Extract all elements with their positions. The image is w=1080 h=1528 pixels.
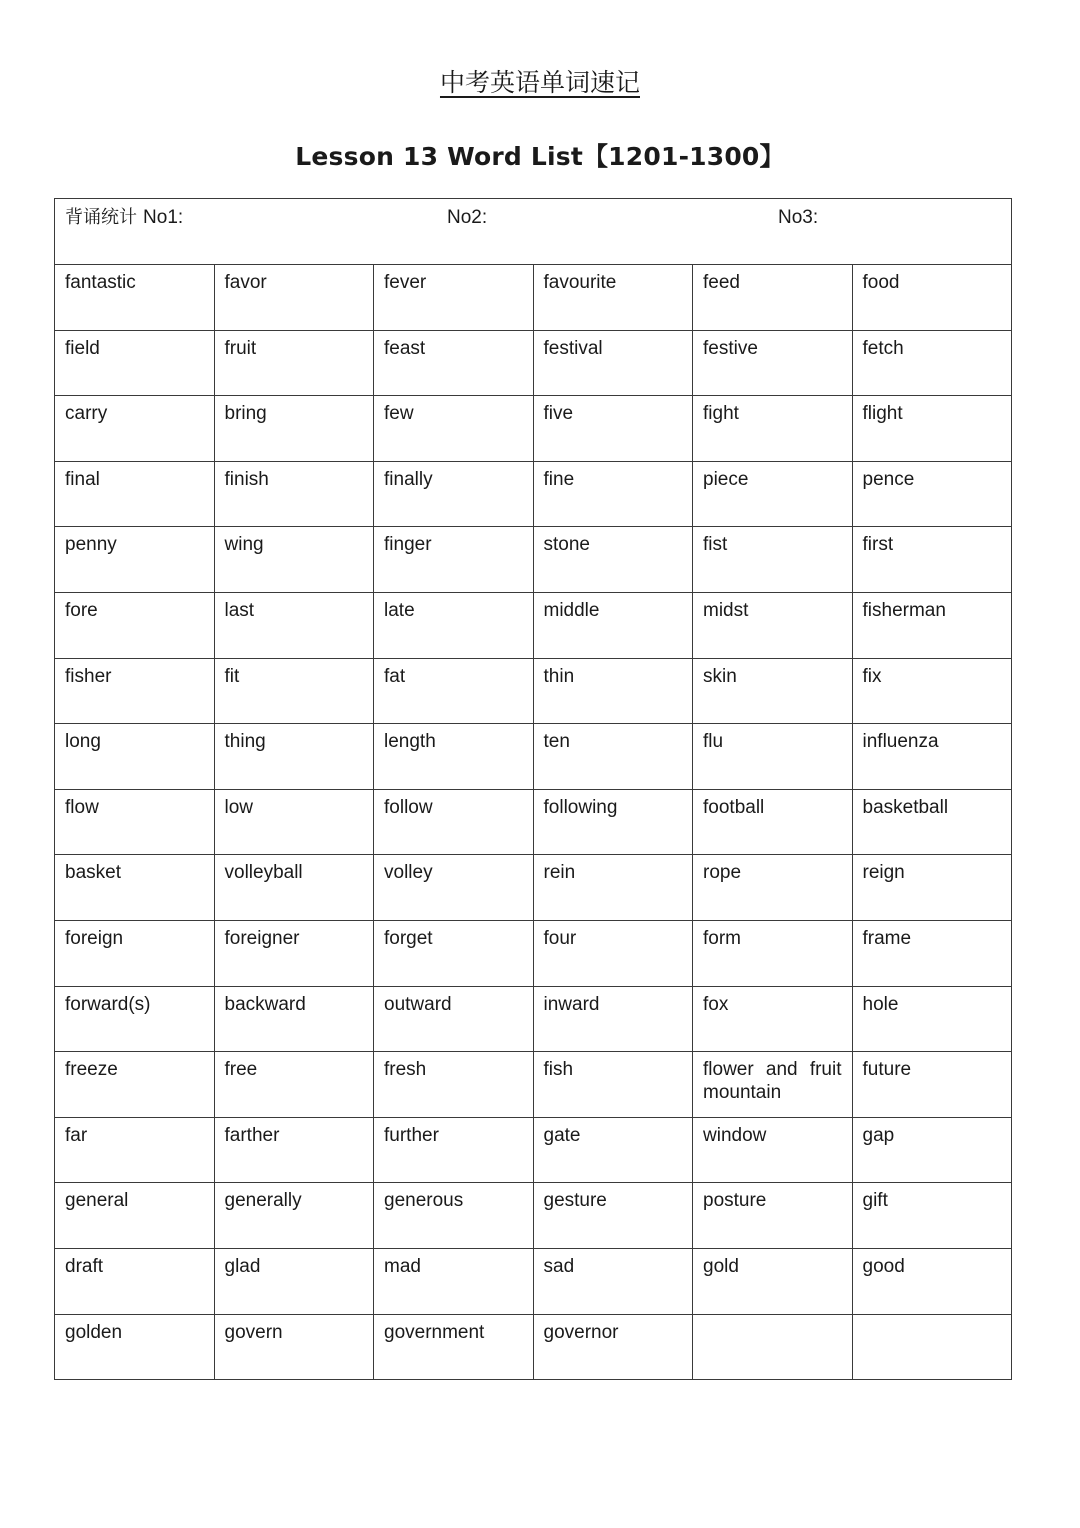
word-cell: volleyball (214, 855, 374, 921)
word-cell: backward (214, 986, 374, 1052)
word-cell: skin (693, 658, 853, 724)
word-cell: fit (214, 658, 374, 724)
word-cell: middle (533, 592, 693, 658)
word-cell: wing (214, 527, 374, 593)
word-row (55, 1314, 1012, 1380)
word-cell: gap (852, 1117, 1012, 1183)
word-cell: draft (55, 1248, 215, 1314)
recitation-count-label-2: No2: (447, 207, 488, 228)
word-row (55, 461, 1012, 527)
word-cell: fist (693, 527, 853, 593)
word-cell: fix (852, 658, 1012, 724)
word-cell: outward (374, 986, 534, 1052)
word-cell: govern (214, 1314, 374, 1380)
word-cell: volley (374, 855, 534, 921)
word-cell: flower and fruit mountain (693, 1052, 853, 1118)
word-cell: forget (374, 920, 534, 986)
word-cell: fantastic (55, 265, 215, 331)
word-cell: far (55, 1117, 215, 1183)
word-cell: free (214, 1052, 374, 1118)
word-cell: festival (533, 330, 693, 396)
word-cell: thin (533, 658, 693, 724)
word-cell: gesture (533, 1183, 693, 1249)
recitation-label-cn: 背诵统计 (65, 207, 137, 228)
word-cell: finish (214, 461, 374, 527)
word-row (55, 527, 1012, 593)
word-cell: farther (214, 1117, 374, 1183)
word-cell: freeze (55, 1052, 215, 1118)
word-row (55, 986, 1012, 1052)
word-cell: festive (693, 330, 853, 396)
word-cell: football (693, 789, 853, 855)
word-cell: finger (374, 527, 534, 593)
word-cell: fisher (55, 658, 215, 724)
word-cell: form (693, 920, 853, 986)
word-cell: gold (693, 1248, 853, 1314)
word-cell: low (214, 789, 374, 855)
word-cell: finally (374, 461, 534, 527)
word-cell: midst (693, 592, 853, 658)
word-cell: following (533, 789, 693, 855)
word-cell: final (55, 461, 215, 527)
word-cell: fat (374, 658, 534, 724)
word-cell: favor (214, 265, 374, 331)
word-cell: glad (214, 1248, 374, 1314)
word-cell: pence (852, 461, 1012, 527)
word-cell: flow (55, 789, 215, 855)
word-cell: fruit (214, 330, 374, 396)
word-cell: fox (693, 986, 853, 1052)
word-cell: posture (693, 1183, 853, 1249)
word-cell: future (852, 1052, 1012, 1118)
word-cell: basket (55, 855, 215, 921)
word-cell: frame (852, 920, 1012, 986)
word-cell: forward(s) (55, 986, 215, 1052)
word-cell: fresh (374, 1052, 534, 1118)
word-cell: fisherman (852, 592, 1012, 658)
word-cell: good (852, 1248, 1012, 1314)
word-cell: further (374, 1117, 534, 1183)
word-cell: field (55, 330, 215, 396)
word-row (55, 724, 1012, 790)
word-cell: follow (374, 789, 534, 855)
word-cell: inward (533, 986, 693, 1052)
document-title-text: 中考英语单词速记 (439, 68, 640, 97)
word-cell: general (55, 1183, 215, 1249)
word-row (55, 789, 1012, 855)
word-row (55, 658, 1012, 724)
lesson-title: Lesson 13 Word List【1201-1300】 (295, 142, 785, 171)
word-cell: length (374, 724, 534, 790)
word-cell: generous (374, 1183, 534, 1249)
word-cell: golden (55, 1314, 215, 1380)
word-cell: stone (533, 527, 693, 593)
word-cell: ten (533, 724, 693, 790)
recitation-stats-cell (55, 199, 1012, 265)
word-cell: food (852, 265, 1012, 331)
word-cell: piece (693, 461, 853, 527)
word-row (55, 920, 1012, 986)
word-cell: hole (852, 986, 1012, 1052)
word-cell: last (214, 592, 374, 658)
recitation-label-no1: No1: (143, 207, 184, 228)
word-cell: favourite (533, 265, 693, 331)
word-row (55, 1248, 1012, 1314)
word-cell: penny (55, 527, 215, 593)
word-cell (693, 1314, 853, 1380)
word-cell: fever (374, 265, 534, 331)
recitation-count-label-1 (65, 206, 183, 229)
word-cell: fore (55, 592, 215, 658)
word-cell: gate (533, 1117, 693, 1183)
word-row (55, 1117, 1012, 1183)
word-cell: flu (693, 724, 853, 790)
word-cell: fish (533, 1052, 693, 1118)
word-cell (852, 1314, 1012, 1380)
word-cell: first (852, 527, 1012, 593)
word-cell: window (693, 1117, 853, 1183)
word-cell: carry (55, 396, 215, 462)
word-cell: sad (533, 1248, 693, 1314)
word-row (55, 1052, 1012, 1118)
word-cell: basketball (852, 789, 1012, 855)
word-cell: few (374, 396, 534, 462)
word-cell: feast (374, 330, 534, 396)
recitation-stats-row (55, 199, 1012, 265)
word-cell: five (533, 396, 693, 462)
word-cell: rein (533, 855, 693, 921)
word-cell: reign (852, 855, 1012, 921)
word-row (55, 1183, 1012, 1249)
word-cell: late (374, 592, 534, 658)
word-cell: governor (533, 1314, 693, 1380)
word-cell: fine (533, 461, 693, 527)
word-cell: feed (693, 265, 853, 331)
word-row (55, 855, 1012, 921)
word-cell: thing (214, 724, 374, 790)
word-cell: foreigner (214, 920, 374, 986)
word-cell: long (55, 724, 215, 790)
word-row (55, 396, 1012, 462)
word-row (55, 592, 1012, 658)
word-cell: bring (214, 396, 374, 462)
word-cell: fetch (852, 330, 1012, 396)
word-cell: four (533, 920, 693, 986)
word-cell: rope (693, 855, 853, 921)
word-cell: foreign (55, 920, 215, 986)
word-cell: flight (852, 396, 1012, 462)
word-cell: gift (852, 1183, 1012, 1249)
document-title (0, 66, 1080, 100)
word-cell: mad (374, 1248, 534, 1314)
word-cell: influenza (852, 724, 1012, 790)
word-row (55, 330, 1012, 396)
word-cell: fight (693, 396, 853, 462)
recitation-count-label-3: No3: (778, 207, 819, 228)
word-row (55, 265, 1012, 331)
word-cell: generally (214, 1183, 374, 1249)
word-list-table (54, 198, 1012, 1380)
word-cell: government (374, 1314, 534, 1380)
